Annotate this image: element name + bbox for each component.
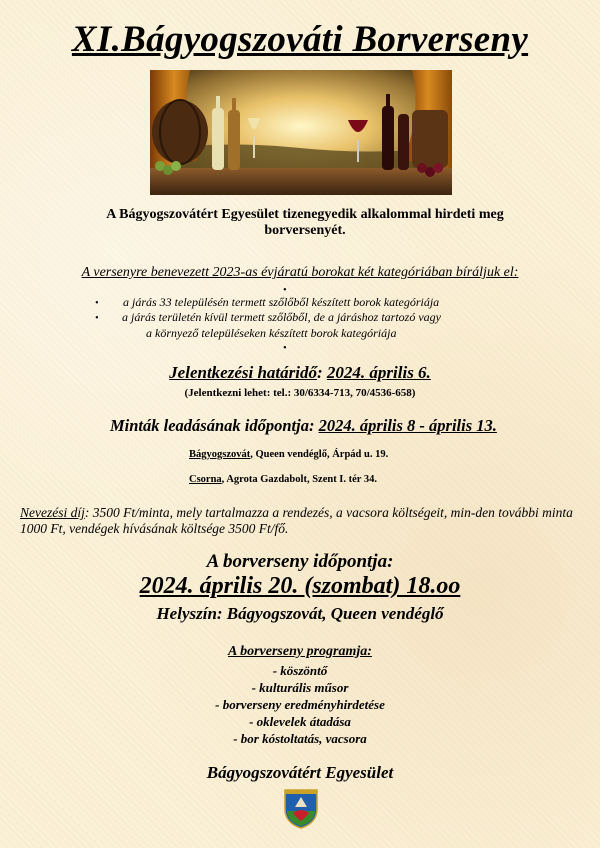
event-datetime: 2024. április 20. (szombat) 18.oo — [139, 573, 461, 599]
program-item: - borverseny eredményhirdetése — [215, 697, 385, 712]
entry-fee — [20, 505, 580, 537]
category-item: a környező településeken készített borok kategóriája — [146, 326, 397, 340]
program-item: - kulturális műsor — [251, 680, 349, 695]
category-item: a járás 33 településén termett szőlőből készített borok kategóriája — [123, 295, 440, 309]
category-item: a járás területén kívül termett szőlőből, de a járáshoz tartozó vagy — [122, 310, 441, 324]
organizer-name: Bágyogszovátért Egyesület — [206, 763, 394, 782]
location-place: Bágyogszovát — [189, 449, 251, 460]
fee-label: Nevezési díj — [20, 505, 85, 520]
location-address: , Queen vendéglő, Árpád u. 19. — [250, 449, 389, 460]
categories-heading: A versenyre benevezett 2023-as évjáratú borokat két kategóriában bíráljuk el: — [81, 265, 519, 280]
event-heading: A borverseny időpontja: — [206, 551, 394, 572]
samples-dates: 2024. április 8 - április 13. — [318, 416, 497, 435]
program-list — [0, 662, 600, 747]
coat-of-arms-icon — [282, 787, 320, 829]
contact-info: (Jelentkezni lehet: tel.: 30/6334-713, 70/4536-658) — [184, 387, 416, 399]
program-item: - oklevelek átadása — [249, 714, 351, 729]
deadline: Jelentkezési határidő: 2024. április 6. — [169, 363, 431, 382]
bullet-mark: • — [283, 285, 287, 296]
location-place: Csorna — [189, 474, 222, 485]
location-address: , Agrota Gazdabolt, Szent I. tér 34. — [221, 474, 378, 485]
bullet-mark: • — [283, 343, 287, 354]
wine-banner-image — [150, 70, 452, 195]
samples-label: Minták leadásának időpontja — [110, 416, 309, 435]
page-title: XI.Bágyogszováti Borverseny — [71, 19, 529, 60]
bullet-mark: • — [95, 313, 99, 324]
samples-deadline: Minták leadásának időpontja: 2024. április 8 - április 13. — [110, 416, 497, 435]
location-item — [189, 474, 377, 485]
deadline-date: 2024. április 6. — [326, 363, 431, 382]
program-item: - bor kóstoltatás, vacsora — [233, 731, 367, 746]
bullet-mark: • — [95, 298, 99, 309]
program-item: - köszöntő — [272, 663, 328, 678]
event-venue: Helyszín: Bágyogszovát, Queen vendéglő — [156, 604, 444, 623]
intro-text: A Bágyogszovátért Egyesület tizenegyedik alkalommal hirdeti meg borversenyét. — [106, 207, 504, 238]
location-item — [189, 449, 388, 460]
fee-text: : 3500 Ft/minta, mely tartalmazza a rendezés, a vacsora költségeit, min-den további minta 1000 Ft, vendégek hívásának költsége 3500 Ft/fő. — [20, 505, 573, 536]
deadline-label: Jelentkezési határidő — [169, 363, 317, 382]
program-heading: A borverseny programja: — [228, 644, 372, 659]
